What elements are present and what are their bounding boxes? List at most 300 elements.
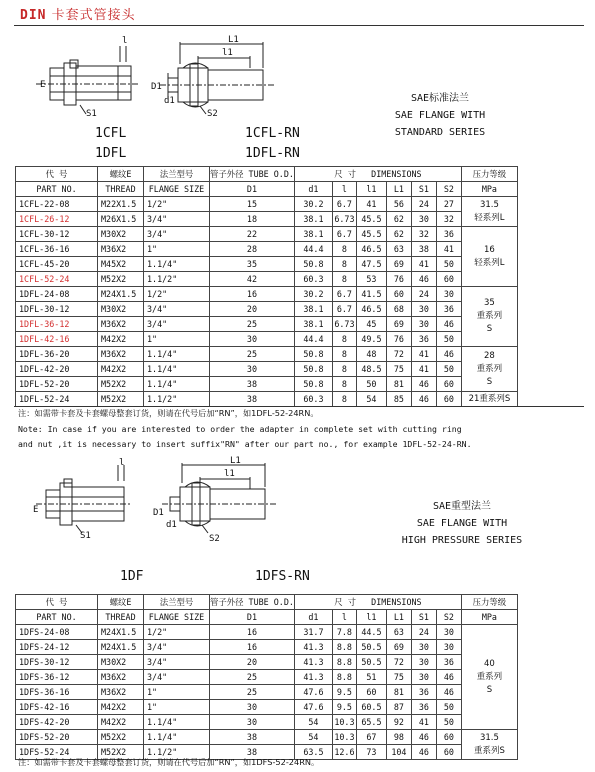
table-row [16, 685, 518, 700]
table-cell: M36X2 [98, 347, 144, 362]
table-cell: 50 [436, 332, 461, 347]
table-cell: 3/4" [144, 317, 210, 332]
table-cell: 35 [210, 257, 295, 272]
table-cell: 38 [210, 745, 295, 760]
table-cell: 41 [436, 242, 461, 257]
table-cell: M52X2 [98, 272, 144, 287]
table-cell: 50 [356, 377, 386, 392]
part-label-1df: 1DF [120, 569, 144, 584]
hdr2-flange-en: FLANGE SIZE [144, 610, 210, 625]
table-cell: 18 [210, 212, 295, 227]
table-cell: 63 [386, 242, 411, 257]
dim-D1-1: D1 [151, 82, 162, 92]
table-cell: 8 [332, 347, 356, 362]
table-cell: 1" [144, 685, 210, 700]
part-number-cell: 1DFS-42-20 [16, 715, 98, 730]
table-cell: 69 [386, 640, 411, 655]
table-cell: 1/2" [144, 197, 210, 212]
table-cell: 6.7 [332, 197, 356, 212]
table-cell: 1.1/4" [144, 347, 210, 362]
table-cell: 50.5 [356, 655, 386, 670]
pressure-value: 35 [484, 298, 495, 308]
pressure-value: 31.5 [479, 199, 499, 210]
part-number-cell: 1DFS-42-16 [16, 700, 98, 715]
table-cell: 48.5 [356, 362, 386, 377]
table-cell: 30 [411, 670, 436, 685]
hdr2-pressure-en: MPa [461, 610, 517, 625]
table-row [16, 670, 518, 685]
table-cell: 8.8 [332, 640, 356, 655]
table-cell: 10.3 [332, 730, 356, 745]
table-cell: 41.3 [294, 640, 332, 655]
table-cell: 50.8 [294, 257, 332, 272]
part-number-cell: 1DFS-36-16 [16, 685, 98, 700]
table-cell: 8 [332, 272, 356, 287]
table-cell: 50.8 [294, 362, 332, 377]
table-cell: 48 [356, 347, 386, 362]
table-cell: 50 [436, 257, 461, 272]
table-cell: 41 [411, 257, 436, 272]
hdr-part-cn: 代 号 [16, 167, 98, 182]
part-number-cell: 1CFL-26-12 [16, 212, 98, 227]
table-cell: 32 [436, 212, 461, 227]
table-cell: 46 [436, 317, 461, 332]
fitting-right-drawing [160, 42, 275, 114]
dim-S1-2: S1 [80, 531, 91, 541]
table-row [16, 332, 518, 347]
part-number-cell: 1DFS-24-12 [16, 640, 98, 655]
hdr2-col-S1: S1 [411, 610, 436, 625]
hdr2-col-l1: l1 [356, 610, 386, 625]
table-cell: 3/4" [144, 212, 210, 227]
hdr-col-d1: d1 [294, 182, 332, 197]
spec-table-1 [15, 166, 518, 407]
part-number-cell: 1DFL-42-20 [16, 362, 98, 377]
title-head: DIN [20, 8, 47, 23]
table-cell: M52X2 [98, 392, 144, 407]
table-cell: 36 [436, 227, 461, 242]
part-label-1dfl: 1DFL [95, 146, 127, 161]
fitting-left-drawing-2 [36, 465, 132, 533]
table-cell: 1.1/4" [144, 362, 210, 377]
table-cell: M24X1.5 [98, 640, 144, 655]
flange-caption-2 [392, 498, 532, 549]
table-cell: 36 [411, 332, 436, 347]
pressure-class-cell [461, 392, 517, 407]
part-number-cell: 1DFL-52-20 [16, 377, 98, 392]
hdr-thread-cn: 螺纹E [98, 167, 144, 182]
table-cell: 30 [411, 212, 436, 227]
flange-caption-2-en1: SAE FLANGE WITH [416, 518, 508, 529]
table-cell: 30 [411, 302, 436, 317]
table-cell: 75 [386, 670, 411, 685]
part-number-cell: 1DFS-36-12 [16, 670, 98, 685]
table-cell: 45 [356, 317, 386, 332]
table-cell: 76 [386, 272, 411, 287]
table-cell: 46 [411, 392, 436, 407]
table-cell: 25 [210, 317, 295, 332]
note-1-en-line2: and nut ,it is necessary to insert suffix"RN" after our part no., for example 1DFL-52-24-RN. [18, 439, 472, 449]
table-cell: 3/4" [144, 655, 210, 670]
table-cell: 72 [386, 347, 411, 362]
table-cell: 27 [436, 197, 461, 212]
table-cell: 30 [411, 640, 436, 655]
table-row [16, 197, 518, 212]
table-cell: 98 [386, 730, 411, 745]
table-cell: 69 [386, 317, 411, 332]
table-cell: 38.1 [294, 302, 332, 317]
table-cell: 45.5 [356, 212, 386, 227]
table-cell: 47.6 [294, 700, 332, 715]
table-cell: 75 [386, 362, 411, 377]
table-cell: 8 [332, 362, 356, 377]
pressure-value: 16 [484, 244, 495, 255]
hdr-flange-cn: 法兰型号 [144, 167, 210, 182]
table-cell: 25 [210, 670, 295, 685]
hdr2-part-en: PART NO. [16, 610, 98, 625]
table-row [16, 377, 518, 392]
table-cell: 8 [332, 332, 356, 347]
table-cell: M24X1.5 [98, 287, 144, 302]
table-cell: 15 [210, 197, 295, 212]
table-cell: 6.73 [332, 317, 356, 332]
table-row [16, 302, 518, 317]
dim-S2-1: S2 [207, 109, 218, 119]
table-cell: M52X2 [98, 377, 144, 392]
table-cell: 42 [210, 272, 295, 287]
table-cell: 1/2" [144, 625, 210, 640]
table-cell: 6.7 [332, 227, 356, 242]
hdr2-thread-cn: 螺纹E [98, 595, 144, 610]
table-cell: 65.5 [356, 715, 386, 730]
table-cell: M26X1.5 [98, 212, 144, 227]
table-cell: M52X2 [98, 730, 144, 745]
flange-caption-en2: STANDARD SERIES [394, 127, 486, 138]
table-cell: 20 [210, 655, 295, 670]
table-cell: 54 [356, 392, 386, 407]
part-number-cell: 1DFL-42-16 [16, 332, 98, 347]
flange-caption-en1: SAE FLANGE WITH [394, 110, 486, 121]
table-cell: 8.8 [332, 670, 356, 685]
table-cell: 30 [210, 715, 295, 730]
table-cell: 46 [411, 272, 436, 287]
table-cell: 1.1/4" [144, 377, 210, 392]
table-cell: 24 [411, 287, 436, 302]
table-cell: M24X1.5 [98, 625, 144, 640]
pressure-value: 28 [484, 350, 495, 361]
table-cell: M36X2 [98, 685, 144, 700]
part-number-cell: 1CFL-45-20 [16, 257, 98, 272]
hdr2-col-l: l [332, 610, 356, 625]
table-cell: M30X2 [98, 655, 144, 670]
table-cell: 60.5 [356, 700, 386, 715]
table-cell: 22 [210, 227, 295, 242]
table-cell: 62 [386, 212, 411, 227]
table-cell: 50.8 [294, 377, 332, 392]
table-cell: 73 [356, 745, 386, 760]
table-cell: 38.1 [294, 212, 332, 227]
part-number-cell: 1CFL-52-24 [16, 272, 98, 287]
table-row [16, 242, 518, 257]
table-cell: 60 [436, 730, 461, 745]
table-cell: 81 [386, 377, 411, 392]
dim-l-2: l [119, 458, 125, 468]
table-cell: 8 [332, 257, 356, 272]
hdr-d1: D1 [210, 182, 295, 197]
table-cell: M30X2 [98, 227, 144, 242]
table-cell: 46 [411, 745, 436, 760]
table-cell: 6.7 [332, 302, 356, 317]
table-row [16, 715, 518, 730]
table-cell: M36X2 [98, 670, 144, 685]
table-cell: 41 [411, 715, 436, 730]
dim-E-1: E [40, 80, 46, 90]
table-cell: 69 [386, 257, 411, 272]
pressure-extra: S [486, 324, 493, 334]
table-cell: 1" [144, 242, 210, 257]
dim-d1-1: d1 [164, 96, 175, 106]
table-row [16, 392, 518, 407]
table-cell: 16 [210, 640, 295, 655]
hdr2-pressure-cn: 压力等级 [461, 595, 517, 610]
table-cell: 30.2 [294, 287, 332, 302]
table-cell: 50 [436, 700, 461, 715]
table-cell: 25 [210, 347, 295, 362]
part-label-1cfl: 1CFL [95, 126, 127, 141]
flange-caption-1 [370, 90, 510, 141]
pressure-series: 轻系列L [474, 212, 505, 223]
part-number-cell: 1DFL-24-08 [16, 287, 98, 302]
pressure-class-cell [461, 197, 517, 227]
table-cell: M22X1.5 [98, 197, 144, 212]
table-cell: 50.8 [294, 347, 332, 362]
table-cell: 60 [356, 685, 386, 700]
table-cell: 25 [210, 685, 295, 700]
table-cell: 1" [144, 332, 210, 347]
table-cell: 60 [436, 272, 461, 287]
dim-D1-2: D1 [153, 508, 164, 518]
table-cell: M52X2 [98, 745, 144, 760]
table-cell: 10.3 [332, 715, 356, 730]
table-cell: M42X2 [98, 332, 144, 347]
table-cell: 54 [294, 715, 332, 730]
table-cell: 41 [411, 347, 436, 362]
part-number-cell: 1DFS-24-08 [16, 625, 98, 640]
hdr2-d1: D1 [210, 610, 295, 625]
table-cell: 60 [386, 287, 411, 302]
table-cell: M42X2 [98, 362, 144, 377]
table-cell: 7.8 [332, 625, 356, 640]
table-cell: 47.6 [294, 685, 332, 700]
table-cell: 67 [356, 730, 386, 745]
table-cell: 81 [386, 685, 411, 700]
table-cell: 30 [210, 332, 295, 347]
title-rule [14, 25, 584, 26]
table-cell: 28 [210, 242, 295, 257]
table-row [16, 227, 518, 242]
part-label-1cfl-rn: 1CFL-RN [245, 126, 300, 141]
pressure-value: 21重系列S [468, 393, 511, 404]
note-1-en-line1: Note: In case if you are interested to order the adapter in complete set with cutting ring [18, 424, 462, 434]
dim-l1-2: l1 [224, 469, 235, 479]
table-row [16, 347, 518, 362]
table-cell: 49.5 [356, 332, 386, 347]
pressure-series: 重系列S [473, 745, 505, 756]
pressure-series: 重系列 [476, 363, 503, 374]
table-cell: 62 [386, 227, 411, 242]
table-cell: 51 [356, 670, 386, 685]
table-cell: 36 [436, 655, 461, 670]
table-cell: 9.5 [332, 685, 356, 700]
table-row [16, 625, 518, 640]
table-row [16, 730, 518, 745]
part-number-cell: 1CFL-36-16 [16, 242, 98, 257]
dim-l-1: l [122, 36, 128, 46]
hdr-tube: 管子外径 TUBE O.D. [210, 167, 295, 182]
pressure-extra: S [486, 376, 493, 387]
part-number-cell: 1CFL-30-12 [16, 227, 98, 242]
table-row [16, 317, 518, 332]
hdr2-dims: 尺 寸 DIMENSIONS [294, 595, 461, 610]
hdr2-flange-cn: 法兰型号 [144, 595, 210, 610]
dim-d1-2: d1 [166, 520, 177, 530]
part-label-1dfs-rn: 1DFS-RN [255, 569, 310, 584]
pressure-value: 31.5 [479, 732, 499, 743]
table-cell: 36 [411, 685, 436, 700]
table-row [16, 212, 518, 227]
table-cell: 53 [356, 272, 386, 287]
title-text: 卡套式管接头 [51, 8, 136, 23]
table-cell: 8 [332, 242, 356, 257]
dim-E-2: E [33, 505, 39, 515]
table-cell: 63 [386, 625, 411, 640]
table-cell: 104 [386, 745, 411, 760]
hdr-thread-en: THREAD [98, 182, 144, 197]
table-cell: 1.1/2" [144, 392, 210, 407]
part-number-cell: 1DFL-30-12 [16, 302, 98, 317]
table-cell: 24 [411, 197, 436, 212]
table-cell: 30 [411, 655, 436, 670]
part-number-cell: 1DFL-52-24 [16, 392, 98, 407]
table-cell: 1.1/4" [144, 257, 210, 272]
dim-S2-2: S2 [209, 534, 220, 544]
hdr2-col-L1: L1 [386, 610, 411, 625]
hdr-flange-en: FLANGE SIZE [144, 182, 210, 197]
table-cell: 60 [436, 377, 461, 392]
hdr2-col-S2: S2 [436, 610, 461, 625]
table-row [16, 655, 518, 670]
page-title [20, 4, 136, 23]
flange-caption-cn: SAE标准法兰 [410, 93, 470, 104]
table-cell: 1.1/4" [144, 715, 210, 730]
table-cell: 54 [294, 730, 332, 745]
table-cell: 30 [436, 640, 461, 655]
table-cell: 38 [210, 730, 295, 745]
table-cell: 8 [332, 377, 356, 392]
table-cell: 30 [436, 287, 461, 302]
table-cell: 46.5 [356, 302, 386, 317]
table-cell: 60.3 [294, 272, 332, 287]
table-cell: 1.1/2" [144, 745, 210, 760]
table-cell: 8.8 [332, 655, 356, 670]
part-number-cell: 1DFL-36-20 [16, 347, 98, 362]
table-cell: 16 [210, 287, 295, 302]
table-cell: 68 [386, 302, 411, 317]
hdr2-col-d1: d1 [294, 610, 332, 625]
hdr-dims: 尺 寸 DIMENSIONS [294, 167, 461, 182]
table-cell: 41.5 [356, 287, 386, 302]
table-cell: 50 [436, 362, 461, 377]
table-cell: 46 [411, 377, 436, 392]
part-number-cell: 1DFS-30-12 [16, 655, 98, 670]
table-cell: 9.5 [332, 700, 356, 715]
part-number-cell: 1CFL-22-08 [16, 197, 98, 212]
fitting-left-drawing [36, 46, 140, 114]
table-cell: 36 [436, 302, 461, 317]
table-row [16, 257, 518, 272]
hdr-pressure-en: MPa [461, 182, 517, 197]
table-cell: M36X2 [98, 317, 144, 332]
table-cell: 36 [411, 700, 436, 715]
pressure-series: 轻系列L [474, 257, 505, 268]
table-cell: 1.1/4" [144, 730, 210, 745]
table-cell: 60 [436, 745, 461, 760]
table-cell: 46 [411, 730, 436, 745]
table-cell: 6.73 [332, 212, 356, 227]
table-cell: 44.4 [294, 242, 332, 257]
table-row [16, 287, 518, 302]
spec-table-2 [15, 594, 518, 760]
table-row [16, 362, 518, 377]
table-cell: 3/4" [144, 227, 210, 242]
table1-bottom-rule [14, 406, 584, 407]
table-cell: 92 [386, 715, 411, 730]
table-cell: 44.5 [356, 625, 386, 640]
table-cell: 72 [386, 655, 411, 670]
table-cell: 30.2 [294, 197, 332, 212]
table-cell: 41 [356, 197, 386, 212]
dim-L1-1: L1 [228, 35, 239, 45]
table-cell: M30X2 [98, 302, 144, 317]
hdr-part-en: PART NO. [16, 182, 98, 197]
table-cell: 38.1 [294, 227, 332, 242]
table-cell: 41.3 [294, 655, 332, 670]
part-number-cell: 1DFS-52-24 [16, 745, 98, 760]
table-cell: 45.5 [356, 227, 386, 242]
table-cell: 46 [436, 670, 461, 685]
table-row [16, 272, 518, 287]
table-cell: 38 [210, 392, 295, 407]
table-cell: 3/4" [144, 640, 210, 655]
flange-caption-2-en2: HIGH PRESSURE SERIES [401, 535, 523, 546]
hdr2-tube: 管子外径 TUBE O.D. [210, 595, 295, 610]
table-cell: 76 [386, 332, 411, 347]
table-cell: 8 [332, 392, 356, 407]
table-cell: 24 [411, 625, 436, 640]
dim-L1-2: L1 [230, 456, 241, 466]
table-cell: M36X2 [98, 242, 144, 257]
part-number-cell: 1DFL-36-12 [16, 317, 98, 332]
flange-caption-2-cn: SAE重型法兰 [432, 501, 492, 512]
hdr-col-S2: S2 [436, 182, 461, 197]
hdr-col-S1: S1 [411, 182, 436, 197]
part-label-1dfl-rn: 1DFL-RN [245, 146, 300, 161]
table-cell: 16 [210, 625, 295, 640]
table-cell: M42X2 [98, 715, 144, 730]
dim-l1-1: l1 [222, 48, 233, 58]
pressure-class-cell [461, 347, 517, 392]
part-number-cell: 1DFS-52-20 [16, 730, 98, 745]
